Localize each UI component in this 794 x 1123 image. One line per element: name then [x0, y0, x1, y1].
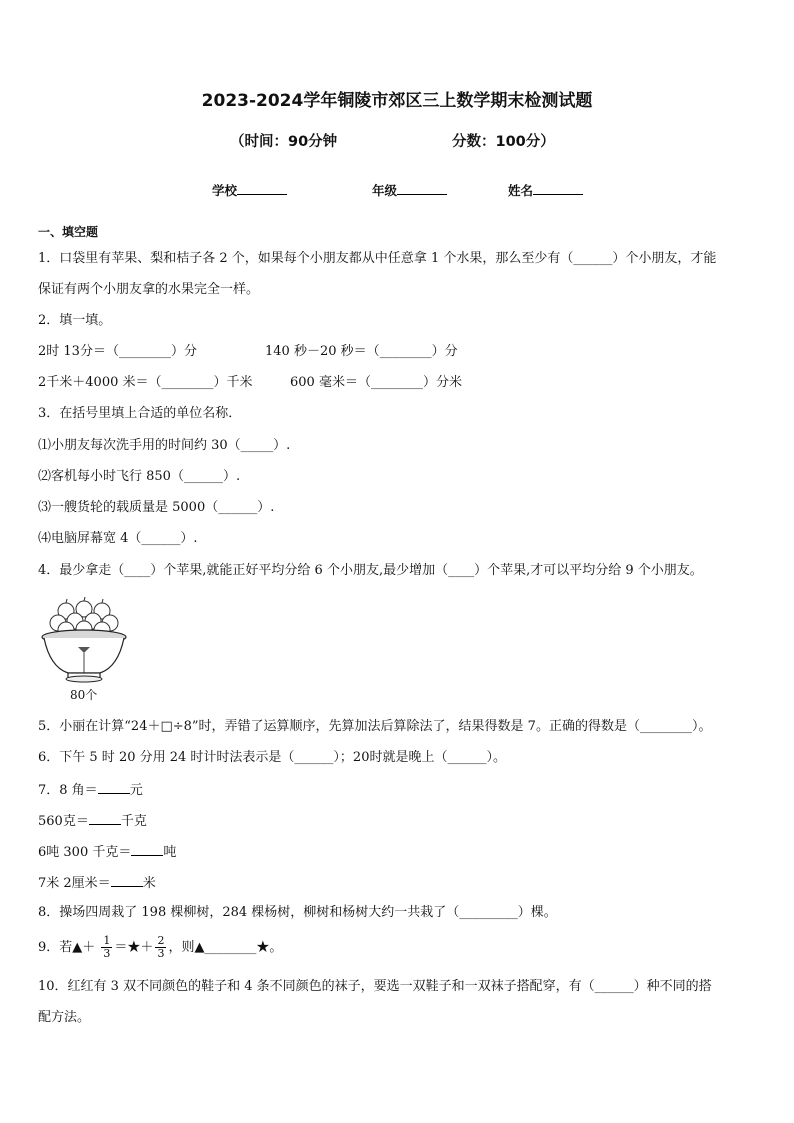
- q9-frac1-num: 1: [103, 934, 111, 947]
- q8-text: 8．操场四周栽了 198 棵柳树，284 棵杨树，柳树和杨树大约一共栽了（_________）棵。: [38, 905, 557, 920]
- q9-fraction-1: [101, 935, 112, 960]
- q3-d: ⑷电脑屏幕宽 4（______）.: [38, 531, 198, 546]
- q7-c-pre: 6吨 300 千克＝: [38, 845, 132, 860]
- q1-line1: 1．口袋里有苹果、梨和桔子各 2 个，如果每个小朋友都从中任意拿 1 个水果，那么至少有（______）个小朋友，才能: [38, 251, 717, 266]
- q7-b-post: 千克: [120, 814, 147, 829]
- name-field: [508, 181, 583, 199]
- q9-frac1-den: 3: [103, 947, 111, 960]
- name-blank[interactable]: [533, 182, 583, 195]
- q7-c: [38, 843, 176, 861]
- q7-a: [38, 781, 143, 799]
- q2-c: 2千米＋4000 米＝（________）千米: [38, 375, 253, 390]
- q7-b-blank[interactable]: [89, 812, 121, 825]
- apple-count-label: 80个: [70, 688, 98, 702]
- q7-d-pre: 7米 2厘米＝: [38, 876, 111, 891]
- school-blank[interactable]: [237, 182, 287, 195]
- grade-blank[interactable]: [397, 182, 447, 195]
- q3-title: 3．在括号里填上合适的单位名称．: [38, 406, 242, 421]
- q10-line2: 配方法。: [38, 1010, 91, 1025]
- q7-d-blank[interactable]: [111, 874, 143, 887]
- q3-b: ⑵客机每小时飞行 850（______）.: [38, 469, 241, 484]
- total-score: 分数：100分）: [452, 134, 555, 150]
- school-field: [212, 181, 287, 199]
- q7-c-post: 吨: [163, 845, 177, 860]
- q6-text: 6．下午 5 时 20 分用 24 时计时法表示是（______）；20时就是晚上（______）。: [38, 750, 506, 765]
- q5-text: 5．小丽在计算“24＋□÷8”时，弄错了运算顺序，先算加法后算除法了，结果得数是 7。正确的得数是（________）。: [38, 719, 712, 734]
- exam-meta: [230, 130, 570, 151]
- q2-a: 2时 13分＝（________）分: [38, 344, 197, 359]
- grade-field: [372, 181, 447, 199]
- q9-fraction-2: [155, 935, 166, 960]
- q7-d-post: 米: [142, 876, 156, 891]
- q9: [38, 934, 282, 962]
- time-limit: （时间：90分钟: [230, 134, 338, 150]
- q4-text: 4．最少拿走（____）个苹果,就能正好平均分给 6 个小朋友,最少增加（____）个苹果,才可以平均分给 9 个小朋友。: [38, 563, 703, 578]
- grade-label: 年级: [372, 183, 398, 198]
- q7-b-pre: 560克＝: [38, 814, 89, 829]
- q7-a-blank[interactable]: [98, 781, 130, 794]
- q1-line2: 保证有两个小朋友拿的水果完全一样。: [38, 282, 260, 297]
- q7-a-post: 元: [129, 783, 143, 798]
- q7-d: [38, 874, 156, 892]
- q9-mid: ＝★＋: [114, 940, 154, 955]
- q7-b: [38, 812, 147, 830]
- q2-title: 2．填一填。: [38, 313, 112, 328]
- q2-b: 140 秒－20 秒＝（________）分: [265, 344, 458, 359]
- q9-frac2-num: 2: [157, 934, 165, 947]
- name-label: 姓名: [508, 183, 534, 198]
- q3-a: ⑴小朋友每次洗手用的时间约 30（_____）.: [38, 438, 291, 453]
- q9-post: ，则▲________★。: [168, 940, 283, 955]
- q7-a-pre: 7．8 角＝: [38, 783, 98, 798]
- q3-c: ⑶一艘货轮的载质量是 5000（______）.: [38, 500, 275, 515]
- q2-d: 600 毫米＝（________）分米: [290, 375, 462, 390]
- school-label: 学校: [212, 183, 238, 198]
- q10-line1: 10．红红有 3 双不同颜色的鞋子和 4 条不同颜色的袜子，要选一双鞋子和一双袜子搭配穿，有（______）种不同的搭: [38, 979, 712, 994]
- section-heading: 一、填空题: [38, 225, 99, 239]
- page-title: 2023-2024学年铜陵市郊区三上数学期末检测试题: [201, 91, 593, 111]
- q9-pre: 9．若▲＋: [38, 940, 96, 955]
- q7-c-blank[interactable]: [131, 843, 163, 856]
- q9-frac2-den: 3: [157, 947, 165, 960]
